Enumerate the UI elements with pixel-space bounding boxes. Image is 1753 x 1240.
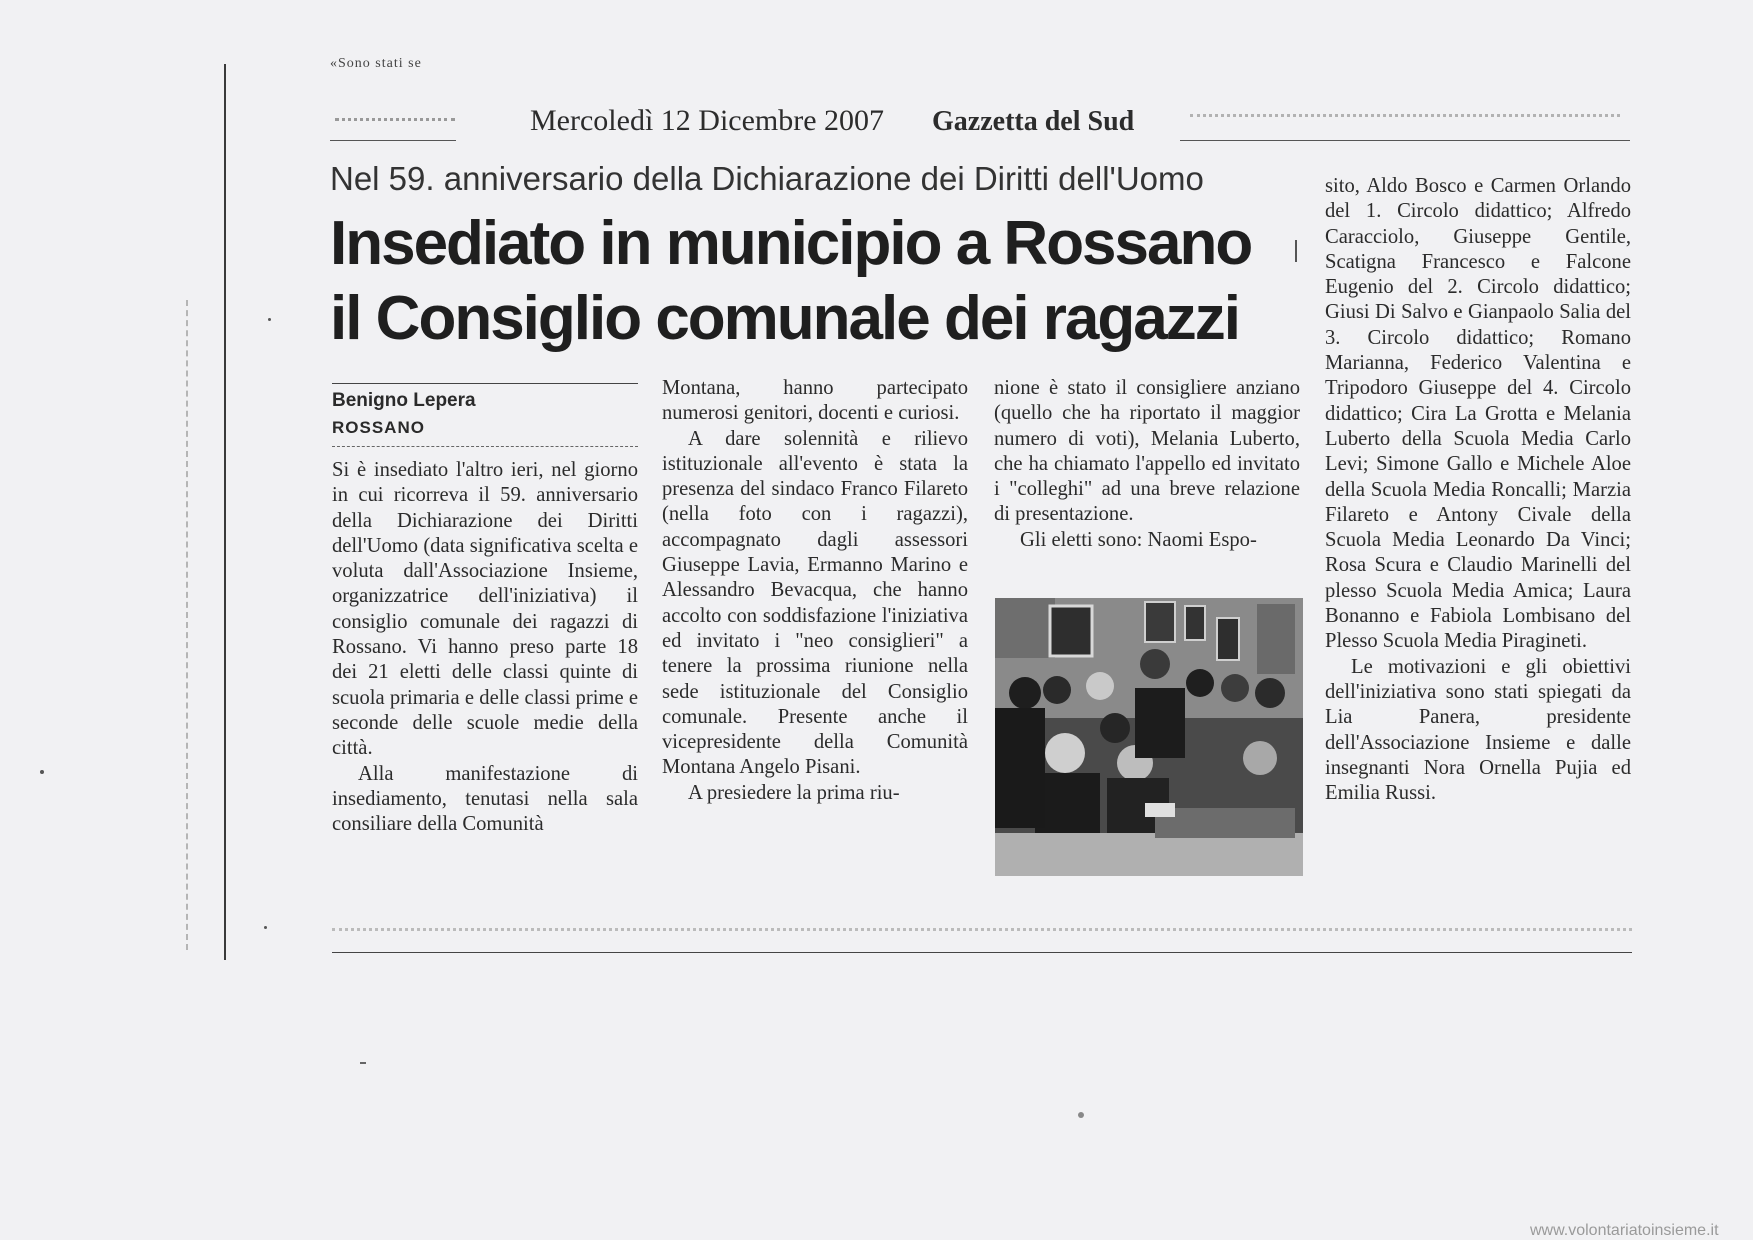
scan-speck (268, 318, 271, 321)
clipping-left-edge (224, 64, 226, 960)
article-author: Benigno Lepera (332, 390, 476, 411)
paragraph: Le motivazioni e gli obiettivi dell'iniziativa sono stati spiegati da Lia Panera, presidente dell'Associazione Insieme e dalle insegnanti Nora Ornella Pujia ed Emilia Russi. (1325, 655, 1631, 805)
article-column-2 (662, 376, 968, 806)
photo-children-council-icon (995, 598, 1303, 876)
newspaper-name: Gazzetta del Sud (932, 106, 1135, 137)
paragraph: Alla manifestazione di insediamento, tenutasi nella sala consiliare della Comunità (332, 762, 638, 836)
bottom-noise (332, 928, 1632, 937)
scan-speck (40, 770, 44, 774)
clipping-bottom-rule (332, 952, 1632, 953)
masthead-rule-right (1180, 140, 1630, 141)
scan-speck (264, 926, 267, 929)
article-headline (330, 206, 1280, 356)
article-column-4 (1325, 174, 1631, 806)
byline-rule-top (332, 383, 638, 384)
article-column-3 (994, 376, 1300, 553)
byline-rule-bottom (332, 446, 638, 448)
paragraph: Si è insediato l'altro ieri, nel giorno in cui ricorreva il 59. anniversario della Dichiarazione dei Diritti dell'Uomo (data significativa scelta e voluta dall'Associazione Insieme, organizzatrice dell'iniziativa) il consiglio comunale dei ragazzi di Rossano. Vi hanno preso parte 18 dei 21 eletti delle classi quinte di scuola primaria e delle classi prime e seconde delle scuole medie della città. (332, 459, 638, 760)
paragraph: nione è stato il consigliere anziano (quello che ha riportato il maggior numero di voti), Melania Luberto, che ha chiamato l'appello ed invitato i "colleghi" ad una breve relazione di presentazione. (994, 377, 1300, 526)
cut-off-text: «Sono stati se (330, 56, 422, 71)
paragraph: sito, Aldo Bosco e Carmen Orlando del 1. Circolo didattico; Alfredo Caracciolo, Giuseppe Gentile, Scatigna Francesco e Falcone Eugenio del 2. Circolo didattico; Giusi Di Salvo e Gianpaolo Salia del 3. Circolo didattico; Romano Marianna, Federico Valentina e Tripodoro Giuseppe del 4. Circolo didattico; Cira La Grotta e Melania Luberto della Scuola Media Carlo Levi; Simone Gallo e Michele Aloe della Scuola Media Roncalli; Marzia Filareto e Antony Civale della Scuola Media Leonardo Da Vinci; Rosa Scura e Claudio Marinelli del plesso Scuola Media Amica; Laura Bonanno e Fabiola Lombisano del Plesso Scuola Media Piragineti. (1325, 175, 1631, 653)
masthead-rule-left (330, 140, 456, 141)
scan-speck (360, 1062, 366, 1064)
headline-line-2: il Consiglio comunale dei ragazzi (330, 284, 1239, 353)
paragraph: Montana, hanno partecipato numerosi genitori, docenti e curiosi. (662, 377, 968, 425)
site-watermark: www.volontariatoinsieme.it (1530, 1222, 1719, 1239)
article-photo (995, 598, 1303, 876)
masthead (330, 100, 1630, 146)
article-column-1 (332, 458, 638, 837)
headline-line-1: Insediato in municipio a Rossano (330, 209, 1252, 278)
article-kicker: Nel 59. anniversario della Dichiarazione dei Diritti dell'Uomo (330, 160, 1204, 197)
paragraph: A dare solennità e rilievo istituzionale all'evento è stata la presenza del sindaco Franco Filareto (nella foto con i ragazzi), accompagnato dagli assessori Giuseppe Lavia, Ermanno Marino e Alessandro Bevacqua, che hanno accolto con soddisfazione l'iniziativa ed invitato i "neo consiglieri" a tenere la prossima riunione nella sede istituzionale del Consiglio comunale. Presente anche il vicepresidente della Comunità Montana Angelo Pisani. (662, 427, 968, 779)
paragraph: Gli eletti sono: Naomi Espo- (1020, 528, 1257, 551)
article-dateline: ROSSANO (332, 418, 425, 437)
cut-guide-line (186, 300, 188, 950)
masthead-noise-right (1190, 114, 1620, 127)
paragraph: A presiedere la prima riu- (688, 781, 900, 804)
scan-speck (1078, 1112, 1084, 1118)
publication-date: Mercoledì 12 Dicembre 2007 (530, 104, 885, 137)
scan-mark (1295, 240, 1297, 262)
masthead-noise-left (335, 118, 455, 129)
